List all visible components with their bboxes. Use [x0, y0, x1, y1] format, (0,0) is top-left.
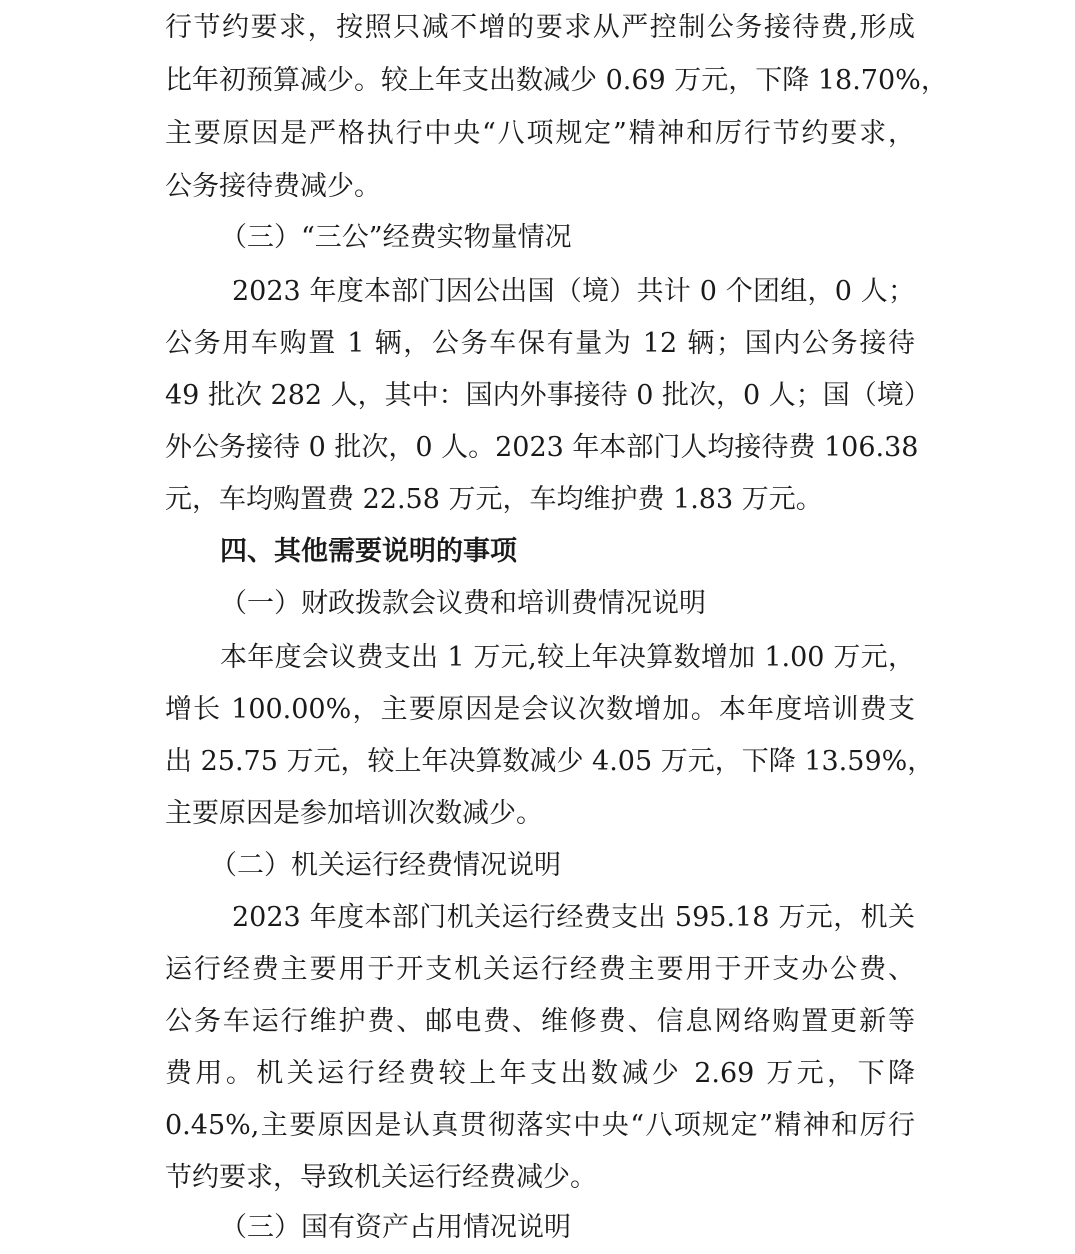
paragraph-line: 出 25.75 万元，较上年决算数减少 4.05 万元，下降 13.59%，: [165, 746, 935, 777]
paragraph-line: 49 批次 282 人，其中：国内外事接待 0 批次，0 人；国（境）: [165, 380, 931, 411]
paragraph-line: 主要原因是参加培训次数减少。: [165, 798, 543, 829]
paragraph-line: 公务接待费减少。: [165, 171, 381, 202]
paragraph-line: 本年度会议费支出 1 万元,较上年决算数增加 1.00 万元，: [220, 642, 915, 673]
paragraph-line: 节约要求，导致机关运行经费减少。: [165, 1162, 597, 1193]
paragraph-line: 增长 100.00%，主要原因是会议次数增加。本年度培训费支: [165, 694, 915, 725]
paragraph-line: 主要原因是严格执行中央“八项规定”精神和厉行节约要求，: [165, 118, 915, 149]
paragraph-line: 公务车运行维护费、邮电费、维修费、信息网络购置更新等: [165, 1006, 915, 1037]
paragraph-line: 外公务接待 0 批次，0 人。2023 年本部门人均接待费 106.38: [165, 432, 919, 463]
paragraph-line: 行节约要求，按照只减不增的要求从严控制公务接待费,形成: [165, 12, 915, 43]
paragraph-line: 元，车均购置费 22.58 万元，车均维护费 1.83 万元。: [165, 484, 823, 515]
paragraph-line: 0.45%,主要原因是认真贯彻落实中央“八项规定”精神和厉行: [165, 1110, 915, 1141]
paragraph-line: 运行经费主要用于开支机关运行经费主要用于开支办公费、: [165, 954, 915, 985]
paragraph-line: 2023 年度本部门机关运行经费支出 595.18 万元，机关: [232, 902, 915, 933]
paragraph-line: 公务用车购置 1 辆，公务车保有量为 12 辆；国内公务接待: [165, 328, 915, 359]
sub-heading: （三）国有资产占用情况说明: [220, 1212, 571, 1243]
sub-heading: （三）“三公”经费实物量情况: [220, 222, 572, 253]
paragraph-line: 2023 年度本部门因公出国（境）共计 0 个团组，0 人；: [232, 276, 915, 307]
sub-heading: （二）机关运行经费情况说明: [210, 850, 561, 881]
paragraph-line: 比年初预算减少。较上年支出数减少 0.69 万元，下降 18.70%，: [165, 65, 948, 96]
paragraph-line: 费用。机关运行经费较上年支出数减少 2.69 万元，下降: [165, 1058, 915, 1089]
section-heading: 四、其他需要说明的事项: [220, 536, 517, 567]
sub-heading: （一）财政拨款会议费和培训费情况说明: [220, 588, 706, 619]
